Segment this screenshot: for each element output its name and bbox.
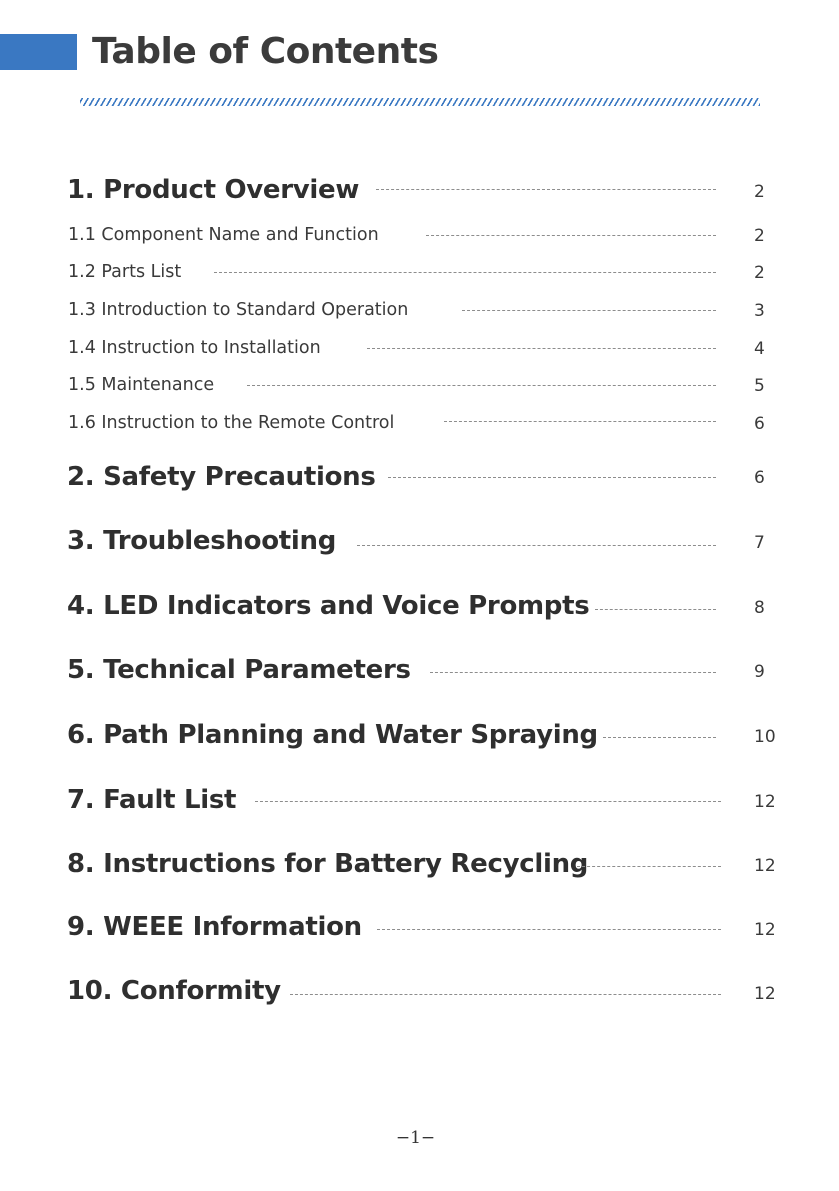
title-accent-block (0, 34, 77, 70)
toc-leader-line (290, 994, 721, 995)
toc-page-number: 2 (754, 182, 765, 202)
toc-leader-line (577, 866, 721, 867)
toc-leader-line (376, 189, 716, 190)
toc-page-number: 2 (754, 226, 765, 246)
toc-leader-line (603, 737, 716, 738)
toc-page-number: 10 (754, 727, 776, 747)
toc-page-number: 7 (754, 533, 765, 553)
toc-page-number: 4 (754, 339, 765, 359)
toc-entry-label: 7. Fault List (67, 785, 237, 815)
toc-leader-line (388, 477, 716, 478)
toc-page-number: 2 (754, 263, 765, 283)
toc-entry-label: 10. Conformity (67, 976, 281, 1006)
toc-leader-line (444, 421, 716, 422)
toc-page-number: 12 (754, 920, 776, 940)
toc-entry-label: 3. Troubleshooting (67, 526, 337, 556)
footer-page-number: −1− (395, 1128, 436, 1148)
toc-page-number: 3 (754, 301, 765, 321)
toc-entry-label: 1.6 Instruction to the Remote Control (68, 413, 395, 433)
toc-entry-label: 5. Technical Parameters (67, 655, 411, 685)
toc-entry-label: 9. WEEE Information (67, 912, 362, 942)
toc-entry-label: 2. Safety Precautions (67, 462, 376, 492)
toc-leader-line (426, 235, 716, 236)
toc-entry-label: 6. Path Planning and Water Spraying (67, 720, 598, 750)
toc-page-number: 5 (754, 376, 765, 396)
toc-entry-label: 8. Instructions for Battery Recycling (67, 849, 589, 879)
toc-page-number: 12 (754, 984, 776, 1004)
toc-page-number: 8 (754, 598, 765, 618)
toc-entry-label: 1. Product Overview (67, 175, 360, 205)
page-title: Table of Contents (92, 31, 439, 72)
toc-leader-line (247, 385, 716, 386)
toc-leader-line (595, 609, 716, 610)
toc-entry-label: 1.1 Component Name and Function (68, 225, 379, 245)
toc-leader-line (430, 672, 716, 673)
toc-page-number: 6 (754, 414, 765, 434)
toc-entry-label: 4. LED Indicators and Voice Prompts (67, 591, 590, 621)
toc-leader-line (367, 348, 716, 349)
toc-leader-line (214, 272, 716, 273)
toc-entry-label: 1.4 Instruction to Installation (68, 338, 321, 358)
toc-leader-line (377, 929, 721, 930)
toc-leader-line (462, 310, 716, 311)
toc-page-number: 12 (754, 856, 776, 876)
toc-page-number: 12 (754, 792, 776, 812)
toc-page-number: 6 (754, 468, 765, 488)
toc-leader-line (357, 545, 716, 546)
toc-entry-label: 1.2 Parts List (68, 262, 182, 282)
toc-leader-line (255, 801, 721, 802)
toc-page-number: 9 (754, 662, 765, 682)
title-underline-hatch (80, 98, 760, 106)
toc-entry-label: 1.3 Introduction to Standard Operation (68, 300, 409, 320)
toc-entry-label: 1.5 Maintenance (68, 375, 215, 395)
